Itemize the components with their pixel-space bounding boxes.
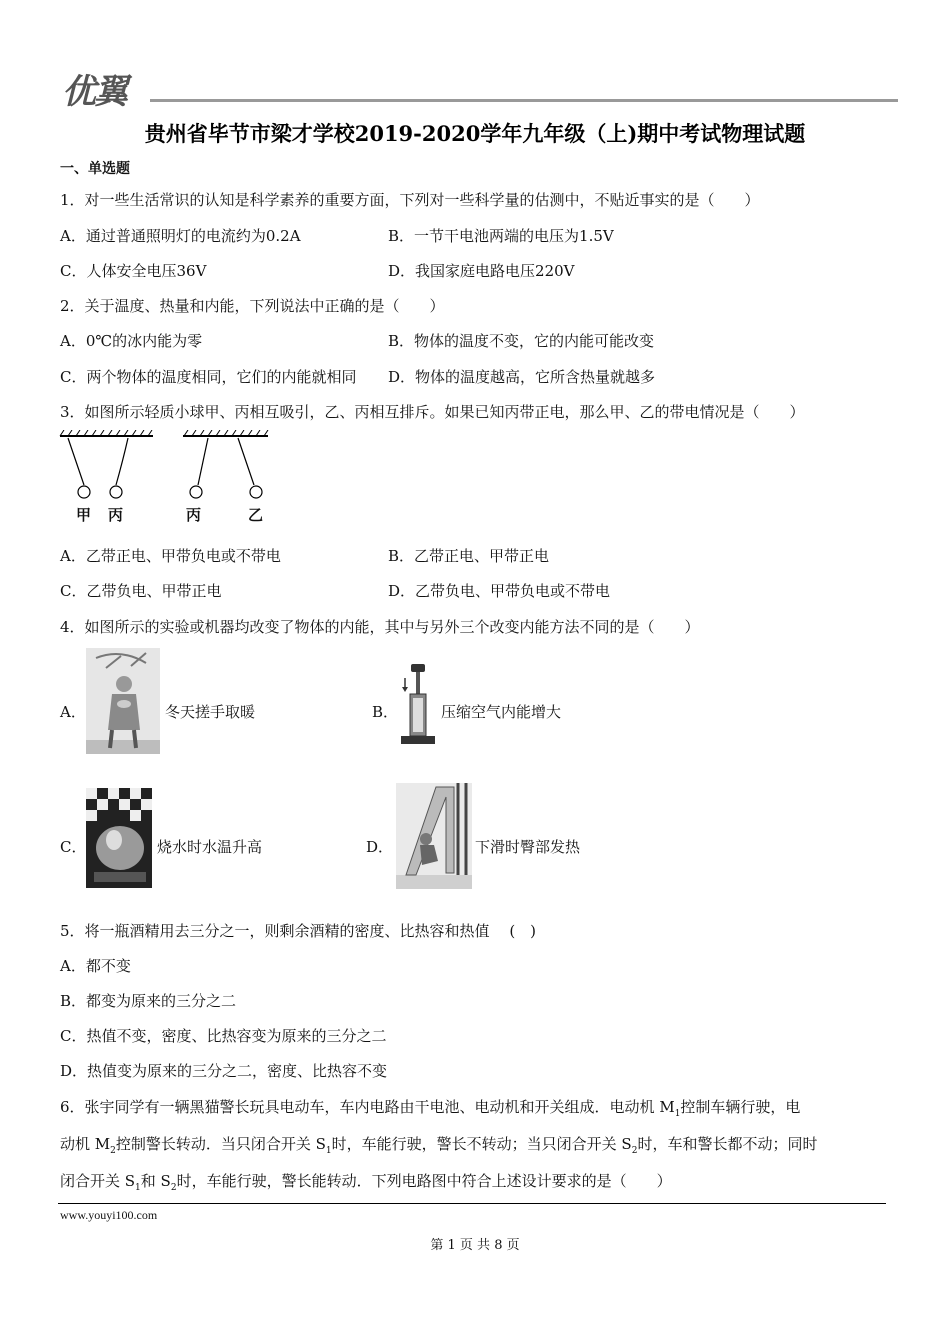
label-jia: 甲 (76, 506, 92, 524)
q4-option-c-text: 烧水时水温升高 (157, 838, 263, 856)
q2-option-a: A．0℃的冰内能为零 (60, 332, 203, 350)
q1-option-c: C．人体安全电压36V (60, 262, 207, 280)
q3-option-a: A．乙带正电、甲带负电或不带电 (60, 547, 281, 565)
q1-option-b: B．一节干电池两端的电压为1.5V (388, 227, 614, 245)
question-6-line-3: 闭合开关 $S_1$和 $S_2$时，车能行驶，警长能转动．下列电路图中符合上述设计要求的是（ ） (60, 1172, 672, 1193)
q2-option-b: B．物体的温度不变，它的内能可能改变 (388, 332, 655, 350)
boiling-kettle-image (86, 788, 152, 888)
label-bing-1: 丙 (108, 506, 124, 524)
q4-option-a-letter: A． (60, 703, 86, 721)
q4-option-c-letter: C． (60, 838, 87, 856)
q4-option-a-text: 冬天搓手取暖 (165, 703, 256, 721)
section-heading: 一、单选题 (60, 161, 130, 177)
question-6-line-1: 6．张宇同学有一辆黑猫警长玩具电动车，车内电路由干电池、电动机和开关组成．电动机 $M_1$控制车辆行驶，电 (60, 1098, 801, 1119)
q4-option-d-letter: D． (366, 838, 394, 856)
q1-option-a: A．通过普通照明灯的电流约为0.2A (60, 227, 301, 245)
question-5-stem: 5．将一瓶酒精用去三分之一，则剩余酒精的密度、比热容和热值 ( ) (60, 922, 537, 940)
q2-option-d: D．物体的温度越高，它所含热量就越多 (388, 368, 656, 386)
q5-option-d: D．热值变为原来的三分之二，密度、比热容不变 (60, 1062, 388, 1080)
question-3-stem: 3．如图所示轻质小球甲、丙相互吸引，乙、丙相互排斥。如果已知丙带正电，那么甲、乙的带电情况是（ ） (60, 403, 805, 421)
footer-divider (58, 1203, 886, 1204)
logo: 优翼 (62, 73, 126, 111)
question-2-stem: 2．关于温度、热量和内能，下列说法中正确的是（ ） (60, 297, 445, 315)
slide-image (396, 783, 472, 889)
page-title: 贵州省毕节市梁才学校2019-2020学年九年级（上)期中考试物理试题 (144, 121, 806, 146)
footer-url[interactable]: www.youyi100.com (60, 1208, 158, 1222)
q2-option-c: C．两个物体的温度相同，它们的内能就相同 (60, 368, 357, 386)
question-1-stem: 1．对一些生活常识的认知是科学素养的重要方面，下列对一些科学量的估测中，不贴近事实的是（ ） (60, 191, 760, 209)
q3-option-d: D．乙带负电、甲带负电或不带电 (388, 582, 611, 600)
q5-option-b: B．都变为原来的三分之二 (60, 992, 237, 1010)
air-compression-image (397, 662, 437, 750)
question-6-line-2: 动机 $M_2$控制警长转动．当只闭合开关 $S_1$时，车能行驶，警长不转动；当只闭合开关 $S_2$时，车和警长都不动；同时 (60, 1135, 818, 1156)
page-number: 第 1 页 共 8 页 (430, 1238, 520, 1253)
question-4-stem: 4．如图所示的实验或机器均改变了物体的内能，其中与另外三个改变内能方法不同的是（ ） (60, 618, 700, 636)
q5-option-c: C．热值不变，密度、比热容变为原来的三分之二 (60, 1027, 387, 1045)
label-yi: 乙 (248, 506, 264, 524)
q4-option-d-text: 下滑时臀部发热 (475, 838, 581, 856)
q3-option-c: C．乙带负电、甲带正电 (60, 582, 222, 600)
q4-option-b-letter: B． (372, 703, 399, 721)
label-bing-2: 丙 (186, 506, 202, 524)
q1-option-d: D．我国家庭电路电压220V (388, 262, 575, 280)
header-divider (150, 99, 898, 102)
q4-option-b-text: 压缩空气内能增大 (441, 703, 562, 721)
q3-option-b: B．乙带正电、甲带正电 (388, 547, 550, 565)
q5-option-a: A．都不变 (60, 957, 131, 975)
rubbing-hands-image (86, 648, 160, 754)
